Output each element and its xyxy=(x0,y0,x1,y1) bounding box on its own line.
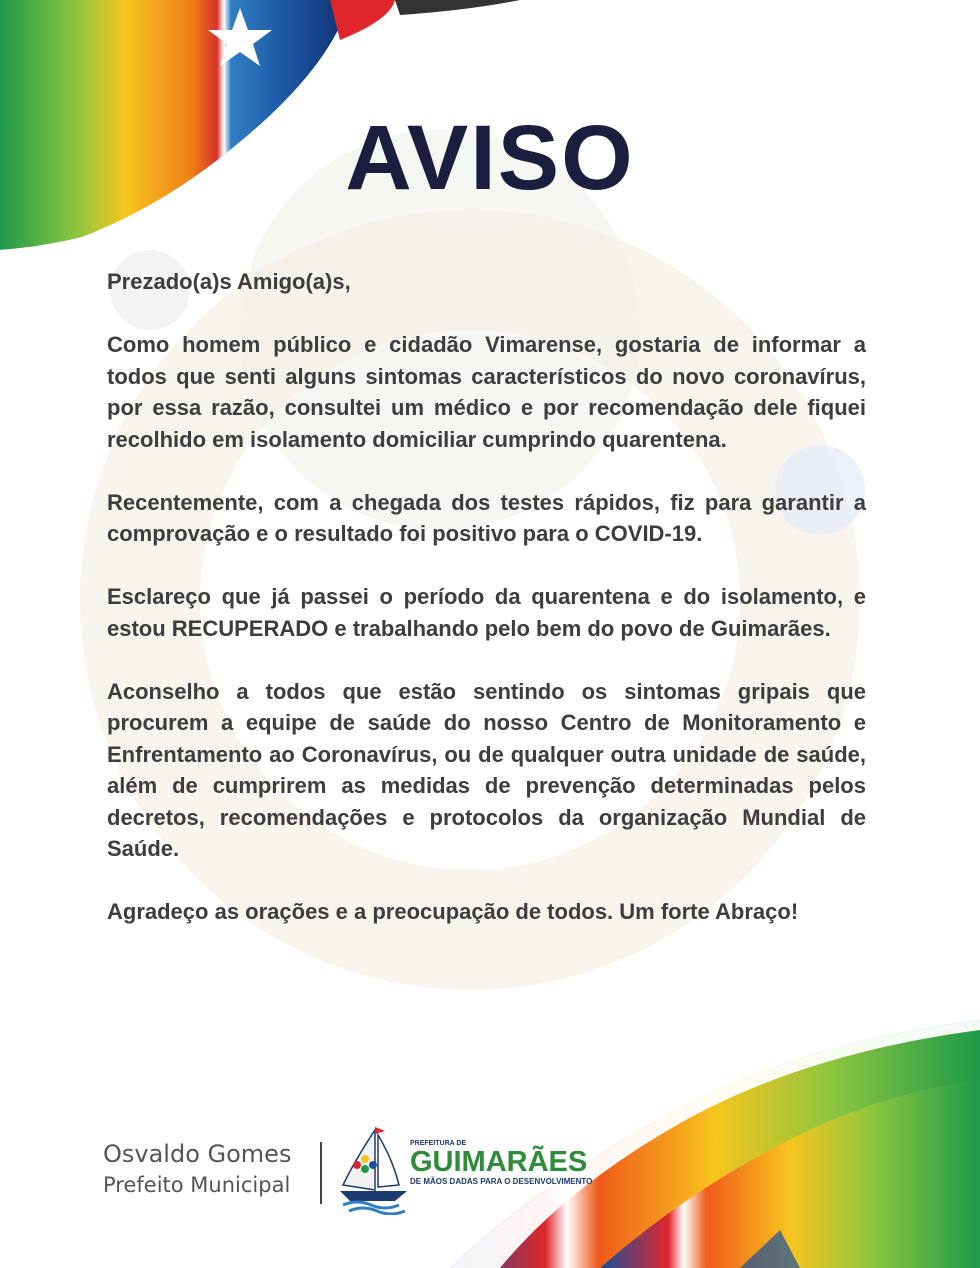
logo-name: GUIMARÃES xyxy=(410,1146,588,1178)
letter-body xyxy=(107,266,866,959)
letter-paragraph: Aconselho a todos que estão sentindo os sintomas gripais que procurem a equipe de saúde do nosso Centro de Monitoramento e Enfrentamento ao Coronavírus, ou de qualquer outra unidade de saúde, além de cumprirem as medidas de prevenção determinadas pelos decretos, recomendações e protocolos da organização Mundial de Saúde. xyxy=(107,678,866,861)
prefeitura-logo-text xyxy=(410,1140,592,1186)
letter-greeting: Prezado(a)s Amigo(a)s, xyxy=(107,269,351,294)
signature-name: Osvaldo Gomes xyxy=(103,1140,292,1168)
letter-paragraph: Esclareço que já passei o período da quarentena e do isolamento, e estou RECUPERADO e trabalhando pelo bem do povo de Guimarães. xyxy=(107,584,866,641)
letter-paragraph: Recentemente, com a chegada dos testes rápidos, fiz para garantir a comprovação e o resultado foi positivo para o COVID-19. xyxy=(107,489,866,546)
signature-divider xyxy=(320,1142,322,1204)
letter-paragraph: Agradeço as orações e a preocupação de todos. Um forte Abraço! xyxy=(107,899,799,924)
logo-top-text: PREFEITURA DE xyxy=(410,1140,467,1147)
letter-paragraph: Como homem público e cidadão Vimarense, gostaria de informar a todos que senti alguns sintomas característicos do novo coronavírus, por essa razão, consultei um médico e por recomendação dele fiquei recolhido em isolamento domiciliar cumprindo quarentena. xyxy=(107,332,866,452)
signature-block xyxy=(103,1138,291,1200)
page-title: AVISO xyxy=(345,107,635,209)
logo-tagline: DE MÃOS DADAS PARA O DESENVOLVIMENTO xyxy=(410,1177,593,1186)
signature-role: Prefeito Municipal xyxy=(103,1173,291,1197)
prefeitura-logo-icon xyxy=(335,1125,415,1215)
